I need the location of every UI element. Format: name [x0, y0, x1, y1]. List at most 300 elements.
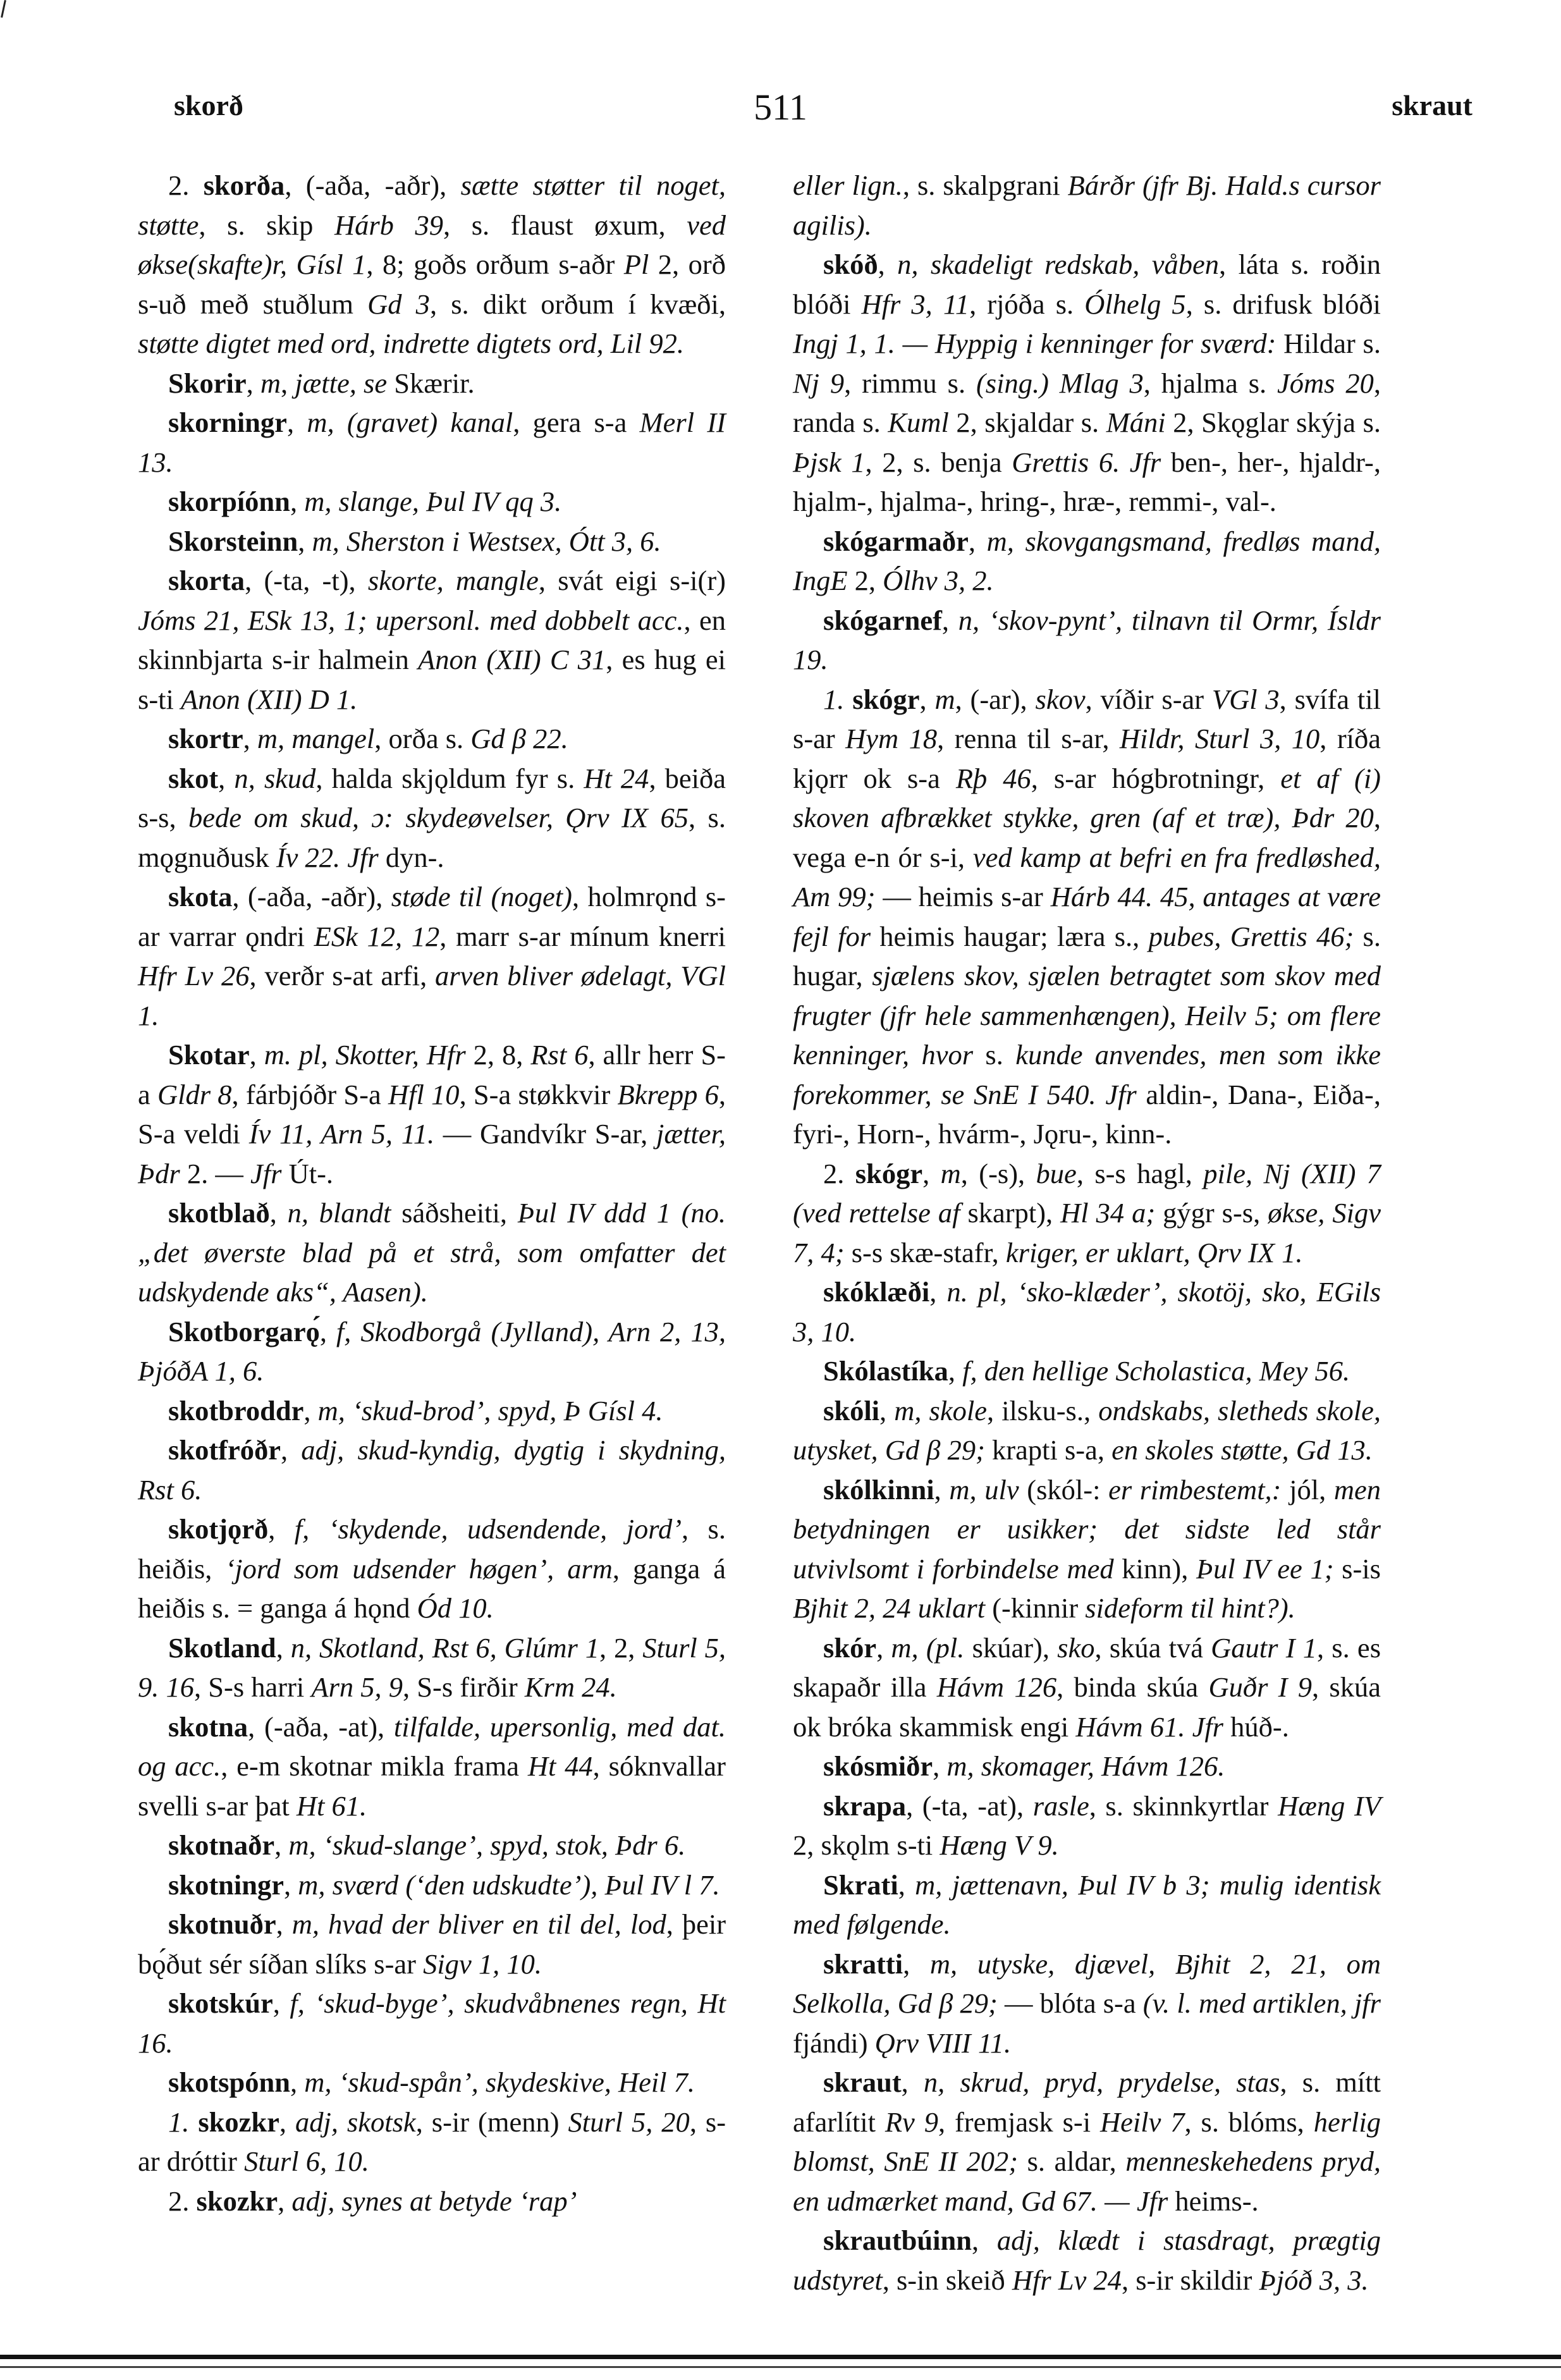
italic-text: (sing.) Mlag 3: [976, 367, 1144, 399]
roman-text: , (-aða, -aðr),: [232, 881, 391, 912]
dictionary-entry: [138, 1984, 726, 2063]
roman-text: ,: [879, 1394, 895, 1426]
headword: Skotborgarǫ́: [168, 1315, 320, 1347]
roman-text: , orða s.: [374, 723, 471, 754]
roman-text: kinn),: [1113, 1552, 1196, 1585]
headword: skógarnef: [823, 604, 942, 636]
roman-text: ,: [281, 367, 295, 399]
italic-text: m, skomager, Hávm 126.: [946, 1750, 1225, 1782]
dictionary-entry: [138, 561, 726, 719]
roman-text: , fremjask s-i: [938, 2106, 1100, 2138]
roman-text: s. aldar,: [1018, 2145, 1126, 2177]
roman-text: 2. —: [180, 1157, 250, 1189]
roman-text: , gera s-a: [513, 407, 640, 438]
italic-text: Nj 9: [793, 367, 845, 399]
headword: skotjǫrð: [168, 1513, 269, 1545]
italic-text: Jfr: [250, 1157, 282, 1189]
italic-text: sætte støtter til noget, støtte: [138, 169, 726, 241]
italic-text: adj, skotsk: [295, 2106, 416, 2138]
italic-text: Sigv 1, 10.: [423, 1948, 542, 1980]
italic-text: n, skadeligt redskab, våben: [897, 248, 1220, 280]
italic-text: Máni: [1106, 407, 1166, 438]
roman-text: , e-m skotnar mikla frama: [221, 1750, 528, 1782]
italic-text: pubes, Grettis 46;: [1148, 920, 1354, 952]
roman-text: , marr s-ar mínum knerri: [439, 920, 726, 952]
roman-text: , (-aða, -aðr),: [285, 169, 461, 201]
scan-mark: [1, 0, 6, 18]
roman-text: , s-ar dróttir: [138, 2106, 726, 2177]
headword: skógr: [855, 1157, 923, 1189]
roman-text: 2, 8,: [465, 1039, 531, 1070]
roman-text: , skúa ok bróka skammisk engi: [793, 1671, 1381, 1743]
roman-text: , s. es skapaðr illa: [793, 1631, 1381, 1703]
roman-text: ,: [279, 2106, 295, 2138]
headword: Skotar: [168, 1039, 250, 1070]
italic-text: ved kamp at befri en fra fredløshed, Am 99;: [793, 841, 1381, 912]
roman-text: , láta s. roðin blóði: [793, 248, 1381, 320]
headword: skotningr: [168, 1868, 284, 1901]
italic-text: Hávm 61. Jfr: [1075, 1710, 1224, 1743]
roman-text: ,: [929, 1276, 947, 1308]
italic-text: VGl 3: [1211, 683, 1280, 715]
italic-text: Ht 44: [527, 1750, 593, 1782]
roman-text: , verðr s-at arfi,: [249, 960, 436, 991]
roman-text: ,: [933, 1750, 947, 1782]
roman-text: ,: [298, 525, 312, 557]
italic-text: Hárb 44. 45, antages at være fejl for: [793, 881, 1381, 952]
dictionary-entry: [138, 1430, 726, 1509]
italic-text: men betydningen er usikker; det sidste led står utvivlsomt i forbindelse med: [793, 1473, 1381, 1585]
italic-text: Þjsk 1: [793, 446, 866, 478]
roman-text: , víðir s-ar: [1085, 683, 1212, 715]
roman-text: heims-.: [1168, 2185, 1259, 2217]
roman-text: , svát eigi s-i(r): [538, 565, 726, 596]
roman-text: , s. mítt afarlítit: [793, 2066, 1381, 2138]
roman-text: — Gandvíkr S-ar,: [434, 1118, 656, 1150]
dictionary-entry: [138, 1865, 726, 1905]
roman-text: ,: [934, 1473, 950, 1506]
dictionary-entry: [138, 1312, 726, 1391]
italic-text: ondskabs, sletheds skole, utysket, Gd β 29;: [793, 1394, 1381, 1466]
italic-text: Þul IV ee 1;: [1196, 1552, 1334, 1585]
italic-text: sideform til hint?).: [1085, 1592, 1295, 1624]
roman-text: krapti s-a,: [984, 1434, 1112, 1466]
italic-text: Pl: [623, 248, 649, 280]
roman-text: , S-a veldi: [138, 1078, 726, 1150]
roman-text: ,: [290, 2066, 305, 2098]
italic-text: m: [940, 1157, 961, 1189]
roman-text: , 2,: [599, 1631, 643, 1664]
roman-text: , rjóða s.: [969, 288, 1085, 320]
italic-text: m, Sherston i Westsex, Ótt 3, 6.: [312, 525, 661, 557]
headword: Skorsteinn: [168, 525, 298, 557]
dictionary-entry: [138, 1825, 726, 1865]
italic-text: en skoles støtte, Gd 13.: [1111, 1434, 1373, 1466]
roman-text: sáðsheiti,: [391, 1197, 518, 1229]
roman-text: skarpt),: [960, 1197, 1061, 1229]
roman-text: ,: [948, 1355, 963, 1387]
italic-text: Sturl 5, 20: [568, 2106, 690, 2138]
headword: skór: [823, 1631, 877, 1664]
headword: skortr: [168, 723, 243, 754]
italic-text: herlig blomst, SnE II 202;: [793, 2106, 1381, 2177]
roman-text: Hildar s.: [1276, 328, 1381, 359]
italic-text: 1.: [823, 683, 853, 715]
italic-text: Bárðr (jfr Bj. Hald.s cursor agilis).: [793, 169, 1381, 241]
roman-text: , s. skalpgrani: [902, 169, 1068, 201]
dictionary-entry: [793, 1786, 1381, 1865]
dictionary-entry: [138, 877, 726, 1035]
italic-text: Merl II 13.: [138, 407, 726, 478]
roman-text: , sóknvallar svelli s-ar þat: [138, 1750, 726, 1822]
italic-text: et af (i) skoven afbrækket stykke, gren (af et træ), Þdr 20: [793, 762, 1381, 833]
italic-text: f, ‘skud-byge’, skudvåbnenes regn, Ht 16.: [138, 1987, 726, 2059]
italic-text: Grettis 6. Jfr: [1012, 446, 1161, 478]
italic-text: m, ‘skud-slange’, spyd, stok, Þdr 6.: [288, 1829, 686, 1861]
italic-text: ESk 12, 12: [314, 920, 440, 952]
italic-text: Hfl 10: [388, 1078, 460, 1110]
dictionary-entry: [138, 1035, 726, 1193]
roman-text: , (-ar),: [955, 683, 1036, 715]
roman-text: , skúa tvá: [1094, 1631, 1211, 1664]
roman-text: ,: [249, 1039, 264, 1070]
headword: skotna: [168, 1710, 248, 1743]
roman-text: gýgr s-s,: [1155, 1197, 1268, 1229]
roman-text: , (-aða, -at),: [248, 1710, 394, 1743]
dictionary-entry: [793, 522, 1381, 601]
roman-text: 2, Skǫglar skýja s.: [1165, 407, 1381, 438]
dictionary-entry: [138, 1391, 726, 1431]
italic-text: tilfalde, upersonlig, med dat. og acc.: [138, 1710, 726, 1782]
roman-text: 2.: [823, 1157, 855, 1189]
italic-text: Gd β 22.: [470, 723, 568, 754]
headword: skotspónn: [168, 2066, 290, 2098]
dictionary-entry: [138, 522, 726, 561]
roman-text: , beiða s-s,: [138, 762, 726, 833]
headword: skraut: [823, 2066, 902, 2098]
roman-text: s. hugar,: [793, 920, 1381, 991]
italic-text: pile, Nj (XII) 7 (ved rettelse af: [793, 1157, 1381, 1229]
italic-text: m, skole: [894, 1394, 987, 1426]
italic-text: n. pl, ‘sko-klæder’, skotöj, sko, EGils 3, 10.: [793, 1276, 1381, 1347]
roman-text: ,: [901, 2066, 924, 2098]
roman-text: (skól-:: [1019, 1473, 1109, 1506]
italic-text: Sturl 6, 10.: [244, 2145, 369, 2177]
headword: skorta: [168, 565, 245, 596]
italic-text: Bjhit 2, 24 uklart: [793, 1592, 986, 1624]
roman-text: ,: [272, 1987, 290, 2019]
roman-text: , binda skúa: [1056, 1671, 1209, 1703]
italic-text: Hávm 126: [936, 1671, 1057, 1703]
headword: skotnaðr: [168, 1829, 275, 1861]
dictionary-entry: [138, 166, 726, 364]
italic-text: Hæng IV: [1278, 1789, 1381, 1822]
roman-text: ,: [941, 604, 958, 636]
italic-text: m, jættenavn, Þul IV b 3; mulig identisk med følgende.: [793, 1868, 1381, 1940]
headword: skotskúr: [168, 1987, 273, 2019]
italic-text: støtte digtet med ord, indrette digtets ord, Lil 92.: [138, 328, 684, 359]
roman-text: — heimis s-ar: [875, 881, 1051, 912]
roman-text: ,: [274, 1829, 289, 1861]
bottom-rule: [0, 2355, 1561, 2359]
italic-text: adj, skud-kyndig, dygtig i skydning, Rst 6.: [138, 1434, 726, 1506]
roman-text: ,: [280, 1434, 302, 1466]
headword: skóli: [823, 1394, 880, 1426]
italic-text: f, den hellige Scholastica, Mey 56.: [962, 1355, 1350, 1387]
italic-text: Gautr I 1: [1211, 1631, 1317, 1664]
roman-text: — blóta s-a: [997, 1987, 1143, 2019]
headword: skozkr: [198, 2106, 279, 2138]
dictionary-entry: [793, 1154, 1381, 1273]
roman-text: , s-ir skildir: [1121, 2264, 1259, 2296]
headword: skrautbúinn: [823, 2224, 972, 2256]
italic-text: Gd 3: [367, 288, 430, 320]
roman-text: s.: [973, 1039, 1016, 1070]
italic-text: m, slange, Þul IV qq 3.: [304, 486, 562, 517]
italic-text: Rv 9: [885, 2106, 938, 2138]
roman-text: ,: [319, 1315, 336, 1347]
italic-text: Ingj 1, 1. — Hyppig i kenninger for sværd:: [793, 328, 1276, 359]
dictionary-entry: [138, 2063, 726, 2102]
roman-text: , hjalma s.: [1143, 367, 1278, 399]
italic-text: Ód 10.: [417, 1592, 494, 1624]
roman-text: ,: [276, 1908, 292, 1940]
headword: skotbroddr: [168, 1394, 304, 1426]
dictionary-entry: [793, 2221, 1381, 2300]
headword: skóð: [823, 248, 878, 280]
italic-text: jætte, se: [295, 367, 388, 399]
italic-text: støde til (noget): [391, 881, 572, 912]
italic-text: Rþ 46: [955, 762, 1031, 794]
roman-text: , s. drifusk blóði: [1185, 288, 1381, 320]
dictionary-entry: [138, 1707, 726, 1826]
entry-continuation: [793, 166, 1381, 245]
italic-text: f, Skodborgå (Jylland), Arn 2, 13, ÞjóðA 1, 6.: [138, 1315, 726, 1387]
headword: Skorir: [168, 367, 247, 399]
roman-text: ,: [290, 486, 305, 517]
italic-text: n, ‘skov-pynt’, tilnavn til Ormr, Ísldr 19.: [793, 604, 1381, 675]
headword: Skólastíka: [823, 1355, 948, 1387]
roman-text: Út-.: [281, 1157, 334, 1189]
headword: skot: [168, 762, 219, 794]
italic-text: arven bliver ødelagt, VGl 1.: [138, 960, 726, 1031]
roman-text: ,: [898, 1868, 915, 1901]
roman-text: aldin-, Dana-, Eiða-, fyri-, Horn-, hvárm-, Jǫru-, kinn-.: [793, 1078, 1381, 1150]
italic-text: jætter, Þdr: [138, 1118, 726, 1189]
italic-text: Hfr 3, 11: [861, 288, 970, 320]
italic-text: Ǫrv VIII 11.: [874, 2027, 1012, 2059]
dictionary-entry: [793, 1865, 1381, 1944]
headword: skorða: [203, 169, 285, 201]
italic-text: ‘jord som udsender høgen’, arm: [225, 1552, 613, 1585]
roman-text: , s. mǫgnuðusk: [138, 802, 726, 873]
roman-text: ,: [876, 1631, 891, 1664]
italic-text: bue: [1036, 1157, 1077, 1189]
dictionary-entry: [793, 1272, 1381, 1351]
italic-text: Sturl 5, 9. 16: [138, 1631, 726, 1703]
headword: skorpíónn: [168, 486, 290, 517]
headword: skota: [168, 881, 233, 912]
dictionary-entry: [138, 2181, 726, 2221]
roman-text: Skærir.: [387, 367, 475, 399]
roman-text: ,: [972, 2224, 997, 2256]
roman-text: , en skinnbjarta s-ir halmein: [138, 604, 726, 675]
roman-text: dyn-.: [378, 841, 444, 873]
roman-text: ,: [276, 1631, 291, 1664]
left-guide-word: skorð: [174, 89, 243, 121]
roman-text: 2, orð s-uð með stuðlum: [138, 248, 726, 320]
dictionary-entry: [793, 1746, 1381, 1786]
italic-text: menneskehedens pryd, en udmærket mand, Gd 67. — Jfr: [793, 2145, 1381, 2217]
roman-text: 2, skǫlm s-ti: [793, 1829, 940, 1861]
italic-text: Guðr I 9: [1208, 1671, 1313, 1703]
italic-text: kunde anvendes, men som ikke forekommer, se SnE I 540. Jfr: [793, 1039, 1381, 1110]
roman-text: , ríða kjǫrr ok s-a: [793, 723, 1381, 794]
roman-text: ,: [218, 762, 235, 794]
italic-text: m: [934, 683, 955, 715]
roman-text: , (-ta, -at),: [906, 1789, 1033, 1822]
italic-text: økse, Sigv 7, 4;: [793, 1197, 1381, 1268]
italic-text: Hildr, Sturl 3, 10: [1119, 723, 1320, 754]
right-column: [793, 166, 1381, 2300]
roman-text: , s-s hagl,: [1076, 1157, 1204, 1189]
roman-text: , S-s harri: [194, 1671, 312, 1703]
dictionary-entry: [793, 1391, 1381, 1470]
italic-text: sko: [1057, 1631, 1095, 1664]
roman-text: ,: [269, 1197, 288, 1229]
roman-text: , 2, s. benja: [865, 446, 1012, 478]
italic-text: Ív 22. Jfr: [276, 841, 379, 873]
roman-text: , rimmu s.: [844, 367, 976, 399]
italic-text: rasle: [1032, 1789, 1089, 1822]
italic-text: m, (pl.: [891, 1631, 965, 1664]
page-number: 511: [754, 87, 807, 128]
italic-text: Arn 5, 9: [311, 1671, 403, 1703]
headword: skógr: [852, 683, 920, 715]
italic-text: Jóms 20: [1277, 367, 1374, 399]
dictionary-entry: [138, 1509, 726, 1628]
roman-text: húð-.: [1223, 1710, 1289, 1743]
roman-text: , s. flaust øxum,: [443, 209, 687, 241]
italic-text: 1.: [168, 2106, 199, 2138]
roman-text: s-s skæ-stafr,: [844, 1236, 1006, 1268]
dictionary-entry: [793, 1628, 1381, 1747]
headword: skotblað: [168, 1197, 270, 1229]
roman-text: 2, skjaldar s.: [948, 407, 1106, 438]
italic-text: Ht 24: [584, 762, 649, 794]
dictionary-entry: [138, 403, 726, 482]
italic-text: m, sværd (‘den udskudte’), Þul IV l 7.: [298, 1868, 720, 1901]
roman-text: (-kinnir: [985, 1592, 1086, 1624]
bottom-rule-thin: [0, 2366, 1561, 2368]
roman-text: 2,: [847, 565, 883, 596]
roman-text: , (-ta, -t),: [245, 565, 368, 596]
headword: skozkr: [196, 2185, 278, 2217]
dictionary-entry: [793, 601, 1381, 680]
headword: Skrati: [823, 1868, 898, 1901]
roman-text: , s. heiðis,: [138, 1513, 726, 1585]
roman-text: ,: [903, 1948, 930, 1980]
roman-text: ,: [922, 1157, 941, 1189]
italic-text: skorte, mangle: [367, 565, 539, 596]
roman-text: , s. dikt orðum í kvæði,: [429, 288, 726, 320]
dictionary-entry: [793, 2063, 1381, 2221]
roman-text: s-is: [1333, 1552, 1381, 1585]
dictionary-entry: [793, 1351, 1381, 1391]
headword: skotnuðr: [168, 1908, 276, 1940]
italic-text: Hfr Lv 24: [1012, 2264, 1122, 2296]
roman-text: , þeir bǫ́ðut sér síðan slíks s-ar: [138, 1908, 726, 1980]
roman-text: , vega e-n ór s-i,: [793, 802, 1381, 873]
roman-text: , s-in skeið: [882, 2264, 1012, 2296]
headword: Skotland: [168, 1631, 276, 1664]
italic-text: m. pl, Skotter, Hfr: [264, 1039, 466, 1070]
dictionary-entry: [793, 680, 1381, 1154]
dictionary-entry: [793, 1470, 1381, 1628]
roman-text: , fárbjóðr S-a: [231, 1078, 388, 1110]
italic-text: n, skud: [234, 762, 316, 794]
roman-text: 2.: [168, 2185, 197, 2217]
italic-text: Þjóð 3, 3.: [1259, 2264, 1369, 2296]
italic-text: ved økse(skafte)r, Gísl 1: [138, 209, 726, 280]
roman-text: , allr herr S-a: [138, 1039, 726, 1110]
roman-text: , S-s firðir: [403, 1671, 525, 1703]
italic-text: m, hvad der bliver en til del, lod: [291, 1908, 666, 1940]
roman-text: , es hug ei s-ti: [138, 644, 726, 715]
dictionary-entry: [138, 482, 726, 522]
roman-text: , s. blóms,: [1184, 2106, 1314, 2138]
headword: skotfróðr: [168, 1434, 281, 1466]
italic-text: Hl 34 a;: [1060, 1197, 1156, 1229]
italic-text: Hfr Lv 26: [138, 960, 250, 991]
roman-text: ,: [243, 723, 257, 754]
right-guide-word: skraut: [1392, 89, 1472, 121]
roman-text: ,: [919, 683, 935, 715]
roman-text: , (-s),: [960, 1157, 1036, 1189]
roman-text: , halda skjǫldum fyr s.: [315, 762, 584, 794]
italic-text: m: [260, 367, 281, 399]
italic-text: m, skovgangsmand, fredløs mand, IngE: [793, 525, 1381, 596]
italic-text: Hæng V 9.: [940, 1829, 1059, 1861]
dictionary-entry: [138, 2102, 726, 2181]
italic-text: (v. l. med artiklen, jfr: [1142, 1987, 1381, 2019]
roman-text: , s. skip: [199, 209, 334, 241]
roman-text: , 8; goðs orðum s-aðr: [366, 248, 624, 280]
roman-text: jól,: [1281, 1473, 1334, 1506]
italic-text: Hárb 39: [334, 209, 443, 241]
dictionary-entry: [793, 1944, 1381, 2063]
roman-text: heimis haugar; læra s.,: [871, 920, 1149, 952]
italic-text: eller lign.: [793, 169, 903, 201]
italic-text: Ív 11, Arn 5, 11.: [248, 1118, 435, 1150]
italic-text: m, mangel: [257, 723, 375, 754]
roman-text: skúar),: [964, 1631, 1058, 1664]
roman-text: , s-ir (menn): [415, 2106, 568, 2138]
roman-text: ,: [968, 525, 987, 557]
roman-text: ,: [303, 1394, 318, 1426]
italic-text: Ht 61.: [296, 1789, 367, 1822]
roman-text: , ilsku-s.,: [987, 1394, 1099, 1426]
italic-text: n, Skotland, Rst 6, Glúmr 1: [290, 1631, 599, 1664]
italic-text: Gldr 8: [157, 1078, 232, 1110]
italic-text: m, (gravet) kanal: [307, 407, 513, 438]
left-column: [138, 166, 726, 2221]
italic-text: Rst 6: [530, 1039, 589, 1070]
italic-text: m, ‘skud-brod’, spyd, Þ Gísl 4.: [317, 1394, 663, 1426]
page-header: [0, 89, 1561, 133]
italic-text: Kuml: [888, 407, 949, 438]
italic-text: adj, synes at betyde ‘rap’: [291, 2185, 577, 2217]
